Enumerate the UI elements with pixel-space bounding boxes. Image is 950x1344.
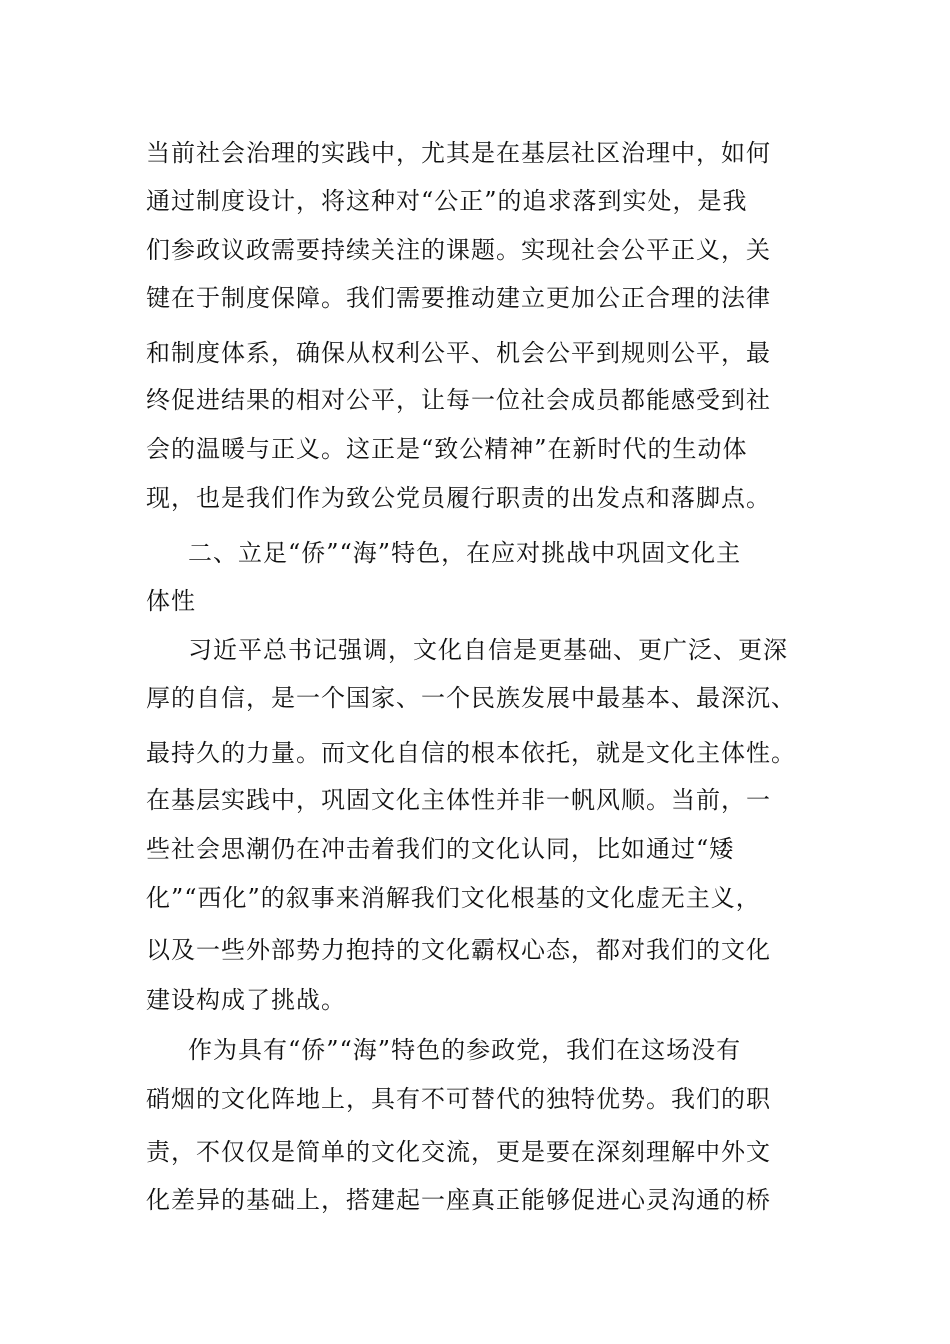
text-line: 当前社会治理的实践中，尤其是在基层社区治理中，如何 (146, 139, 771, 167)
text-line: 些社会思潮仍在冲击着我们的文化认同，比如通过“矮 (146, 835, 735, 863)
text-line: 厚的自信，是一个国家、一个民族发展中最基本、最深沉、 (146, 684, 796, 712)
text-line: 以及一些外部势力抱持的文化霸权心态，都对我们的文化 (146, 936, 771, 964)
section-heading: 二、立足“侨”“海”特色，在应对挑战中巩固文化主 (188, 539, 742, 567)
paragraph-start: 习近平总书记强调，文化自信是更基础、更广泛、更深 (188, 636, 788, 664)
paragraph-start: 作为具有“侨”“海”特色的参政党，我们在这场没有 (188, 1036, 742, 1064)
text-line: 硝烟的文化阵地上，具有不可替代的独特优势。我们的职 (146, 1085, 771, 1113)
section-heading-continuation: 体性 (146, 587, 196, 615)
text-line: 责，不仅仅是简单的文化交流，更是要在深刻理解中外文 (146, 1138, 771, 1166)
text-line: 现，也是我们作为致公党员履行职责的出发点和落脚点。 (146, 484, 771, 512)
text-line: 在基层实践中，巩固文化主体性并非一帆风顺。当前，一 (146, 786, 771, 814)
text-line: 最持久的力量。而文化自信的根本依托，就是文化主体性。 (146, 739, 796, 767)
text-line: 建设构成了挑战。 (146, 986, 346, 1014)
text-line: 们参政议政需要持续关注的课题。实现社会公平正义，关 (146, 236, 771, 264)
text-line: 会的温暖与正义。这正是“致公精神”在新时代的生动体 (146, 435, 748, 463)
text-line: 化差异的基础上，搭建起一座真正能够促进心灵沟通的桥 (146, 1186, 771, 1214)
text-line: 化”“西化”的叙事来消解我们文化根基的文化虚无主义， (146, 884, 761, 912)
text-line: 键在于制度保障。我们需要推动建立更加公正合理的法律 (146, 284, 771, 312)
text-line: 终促进结果的相对公平，让每一位社会成员都能感受到社 (146, 386, 771, 414)
text-line: 和制度体系，确保从权利公平、机会公平到规则公平，最 (146, 339, 771, 367)
text-line: 通过制度设计，将这种对“公正”的追求落到实处，是我 (146, 187, 748, 215)
